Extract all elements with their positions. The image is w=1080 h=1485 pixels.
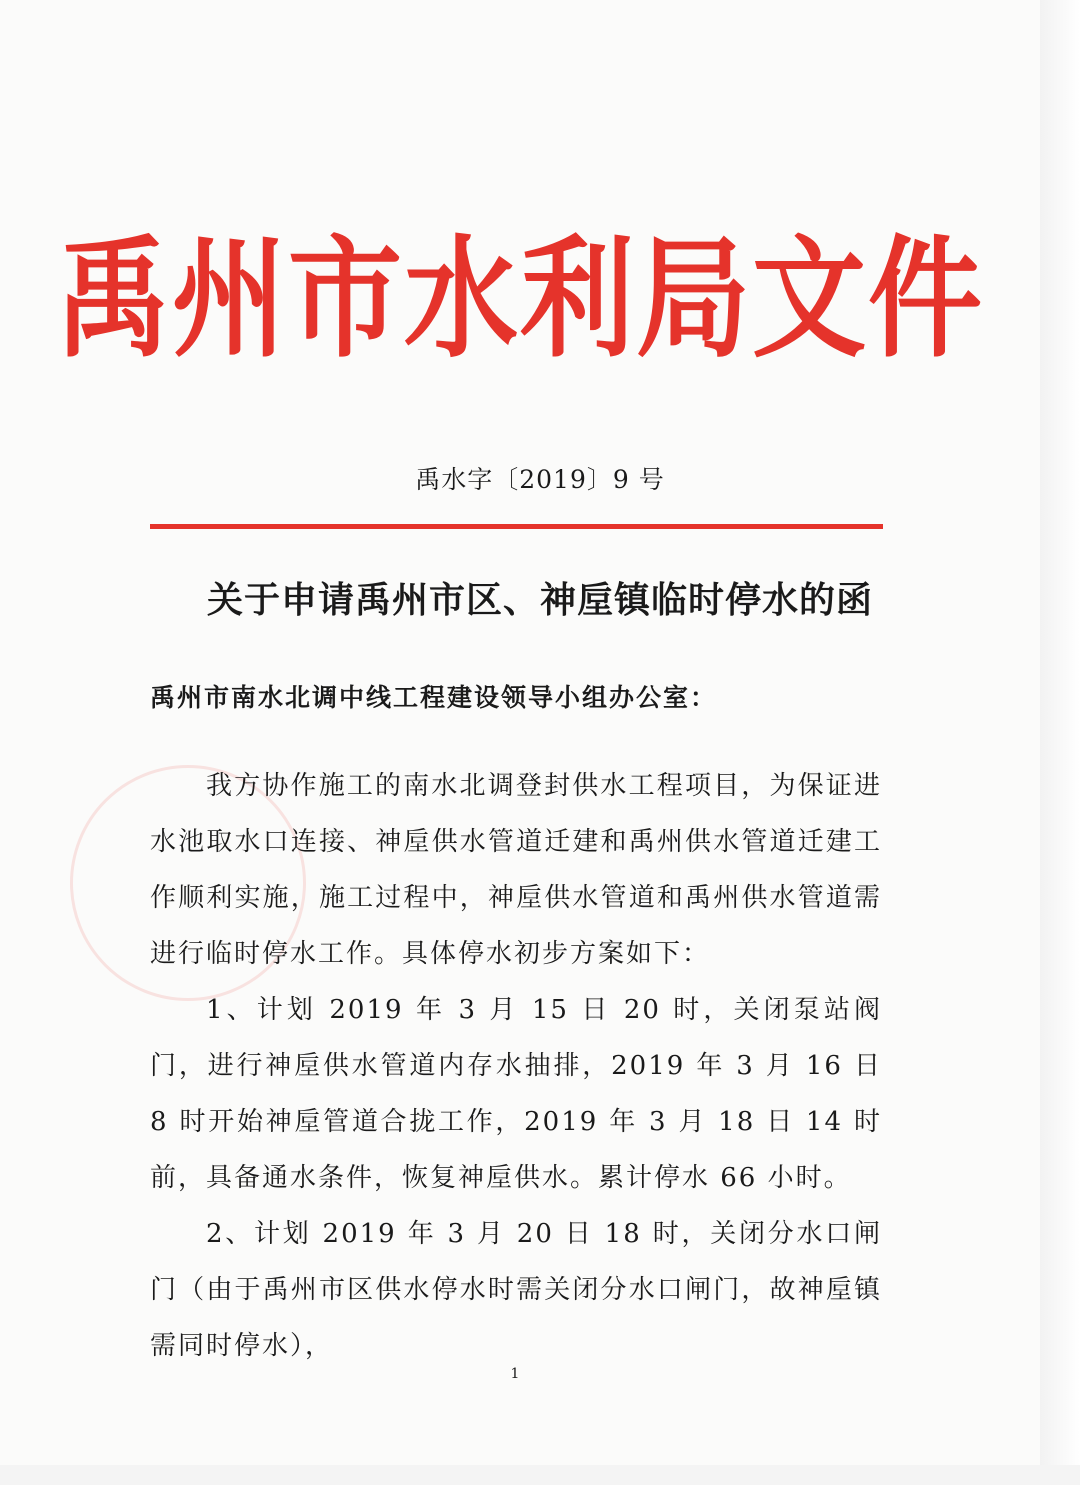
page-number: 1 (510, 1366, 520, 1382)
red-divider-line (150, 524, 883, 529)
body-paragraph-plan-1: 1、计划 2019 年 3 月 15 日 20 时，关闭泵站阀门，进行神垕供水管道内存水抽排，2019 年 3 月 16 日 8 时开始神垕管道合拢工作，2019 年 3 月 18 日 14 时前，具备通水条件，恢复神垕供水。累计停水 66 小时。 (150, 995, 882, 1193)
body-text (150, 758, 882, 1374)
letterhead-title: 禹州市水利局文件 (56, 222, 985, 376)
scan-bottom-edge (0, 1465, 1080, 1485)
scan-edge (1040, 0, 1080, 1485)
document-number: 禹水字〔2019〕9 号 (415, 465, 665, 494)
document-title: 关于申请禹州市区、神垕镇临时停水的函 (206, 579, 873, 621)
body-paragraph-plan-2: 2、计划 2019 年 3 月 20 日 18 时，关闭分水口闸门（由于禹州市区供水停水时需关闭分水口闸门，故神垕镇需同时停水）， (150, 1219, 882, 1361)
addressee: 禹州市南水北调中线工程建设领导小组办公室： (150, 683, 718, 712)
body-paragraph-intro: 我方协作施工的南水北调登封供水工程项目，为保证进水池取水口连接、神垕供水管道迁建和禹州供水管道迁建工作顺利实施，施工过程中，神垕供水管道和禹州供水管道需进行临时停水工作。具体停水初步方案如下： (150, 771, 882, 969)
